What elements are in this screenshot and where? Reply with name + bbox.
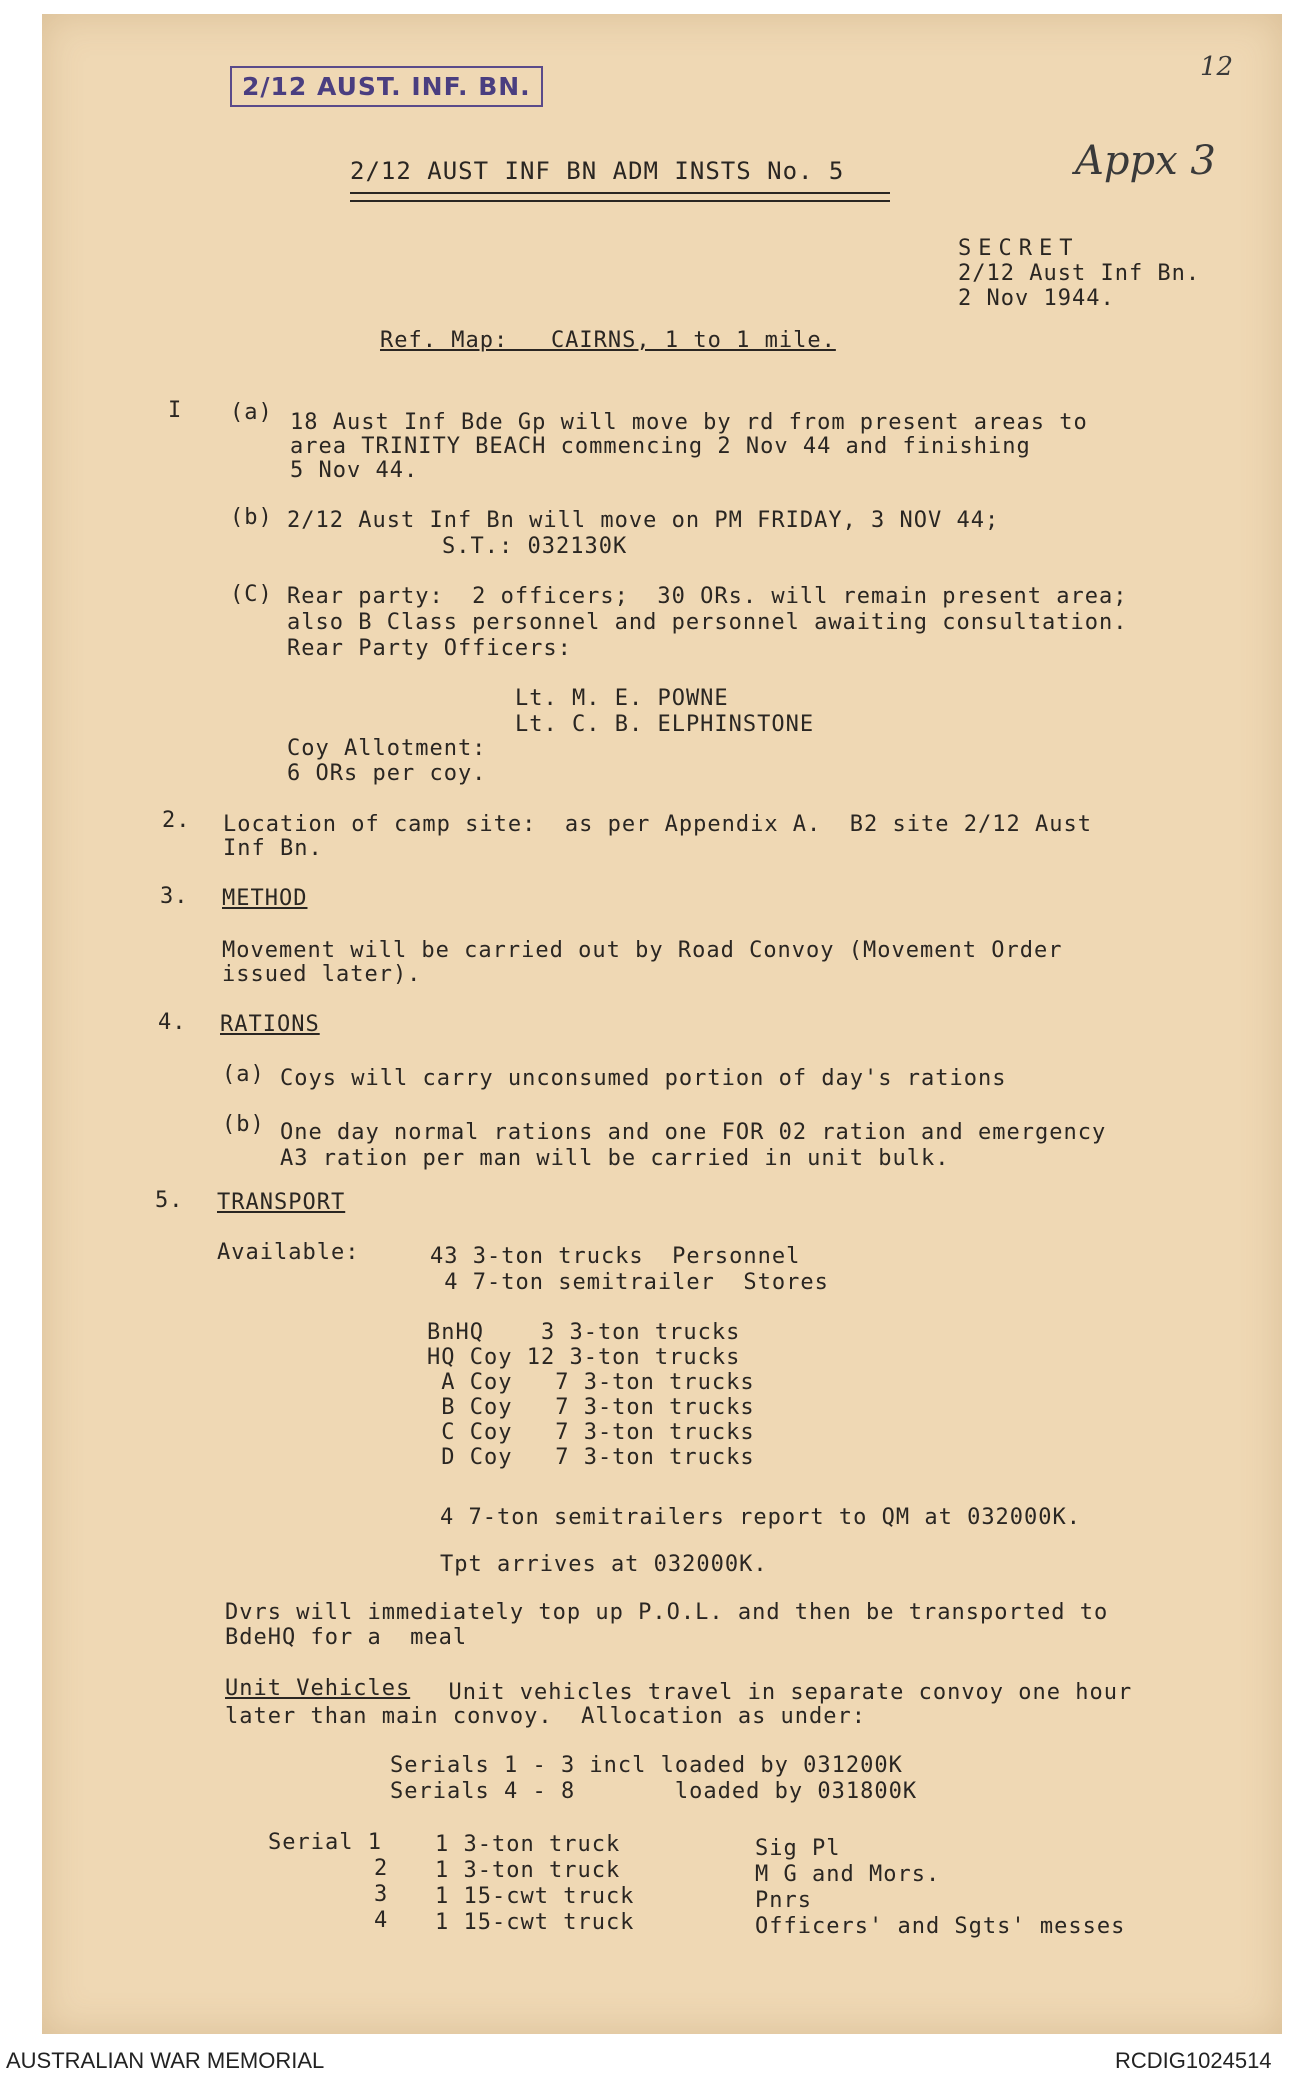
serial-vehicle: 1 15-cwt truck — [435, 1884, 635, 1909]
para4a-text: Coys will carry unconsumed portion of day's rations — [280, 1066, 1007, 1091]
serial-number: 2 — [374, 1856, 389, 1881]
para3-heading: METHOD — [222, 886, 308, 911]
allocation-row: BnHQ 3 3-ton trucks — [427, 1320, 741, 1345]
archive-credit: AUSTRALIAN WAR MEMORIAL — [6, 2048, 325, 2073]
dvrs-line-1: Dvrs will immediately top up P.O.L. and then be transported to — [225, 1600, 1109, 1625]
para1a-line-2: area TRINITY BEACH commencing 2 Nov 44 and finishing — [290, 434, 1031, 459]
allocation-row: C Coy 7 3-ton trucks — [427, 1420, 755, 1445]
para5-number: 5. — [155, 1188, 184, 1213]
allocation-row: B Coy 7 3-ton trucks — [427, 1395, 755, 1420]
header-date: 2 Nov 1944. — [958, 286, 1115, 311]
unit-vehicles-label: Unit Vehicles — [225, 1676, 411, 1701]
para1a-line-3: 5 Nov 44. — [290, 458, 419, 483]
para1b-line-1: 2/12 Aust Inf Bn will move on PM FRIDAY, 3 NOV 44; — [287, 508, 1000, 533]
para1a-line-1: 18 Aust Inf Bde Gp will move by rd from present areas to — [290, 410, 1088, 435]
para2-line-1: Location of camp site: as per Appendix A. B2 site 2/12 Aust — [223, 812, 1092, 837]
para4b-line-2: A3 ration per man will be carried in unit bulk. — [280, 1146, 950, 1171]
para3-line-1: Movement will be carried out by Road Convoy (Movement Order — [222, 938, 1063, 963]
para1c-line-1: Rear party: 2 officers; 30 ORs. will remain present area; — [287, 584, 1128, 609]
para1a-label: (a) — [230, 400, 273, 425]
serial-vehicle: 1 3-ton truck — [435, 1832, 621, 1857]
title-underline — [350, 192, 890, 194]
para4b-label: (b) — [222, 1112, 265, 1137]
serial-number: 4 — [374, 1908, 389, 1933]
serial-load: Pnrs — [755, 1888, 812, 1913]
unit-vehicles-line-2: later than main convoy. Allocation as under: — [225, 1704, 867, 1729]
para1c-line-2: also B Class personnel and personnel awaiting consultation. — [287, 610, 1128, 635]
title-underline-2 — [350, 200, 890, 202]
serials-summary-1: Serials 1 - 3 incl loaded by 031200K — [390, 1753, 903, 1778]
serial-vehicle: 1 15-cwt truck — [435, 1910, 635, 1935]
allocation-row: D Coy 7 3-ton trucks — [427, 1445, 755, 1470]
para3-number: 3. — [160, 884, 189, 909]
header-unit: 2/12 Aust Inf Bn. — [958, 261, 1201, 286]
archive-id: RCDIG1024514 — [1115, 2048, 1272, 2073]
serial-load: M G and Mors. — [755, 1862, 941, 1887]
para2-number: 2. — [162, 808, 191, 833]
para5-heading: TRANSPORT — [217, 1190, 346, 1215]
classification: SECRET — [958, 236, 1080, 261]
serial-load: Officers' and Sgts' messes — [755, 1914, 1126, 1939]
allocation-row: HQ Coy 12 3-ton trucks — [427, 1345, 741, 1370]
para4-heading: RATIONS — [220, 1012, 320, 1037]
serial-vehicle: 1 3-ton truck — [435, 1858, 621, 1883]
available-line-1: 43 3-ton trucks Personnel — [430, 1244, 801, 1269]
para1c-label: (C) — [230, 582, 273, 607]
serial-load: Sig Pl — [755, 1836, 841, 1861]
coy-allotment-2: 6 ORs per coy. — [287, 761, 487, 786]
para4a-label: (a) — [222, 1062, 265, 1087]
serial-number: 3 — [374, 1882, 389, 1907]
para2-line-2: Inf Bn. — [223, 836, 323, 861]
para1b-line-2: S.T.: 032130K — [442, 534, 628, 559]
allocation-row: A Coy 7 3-ton trucks — [427, 1370, 755, 1395]
para4-number: 4. — [158, 1010, 187, 1035]
dvrs-line-2: BdeHQ for a meal — [225, 1625, 468, 1650]
para1b-label: (b) — [230, 505, 273, 530]
serials-summary-2: Serials 4 - 8 loaded by 031800K — [390, 1779, 918, 1804]
para1c-line-3: Rear Party Officers: — [287, 636, 572, 661]
coy-allotment-1: Coy Allotment: — [287, 736, 487, 761]
appendix-annotation: Appx 3 — [1075, 138, 1216, 184]
unit-stamp: 2/12 AUST. INF. BN. — [230, 66, 543, 107]
page-number: 12 — [1200, 52, 1234, 82]
tpt-arrival: Tpt arrives at 032000K. — [440, 1552, 768, 1577]
semitrailers-note: 4 7-ton semitrailers report to QM at 032000K. — [440, 1505, 1082, 1530]
available-label: Available: — [217, 1240, 360, 1265]
serial-number: Serial 1 — [268, 1830, 382, 1855]
unit-vehicles-line-1: Unit vehicles travel in separate convoy one hour — [420, 1680, 1133, 1705]
rear-officer-2: Lt. C. B. ELPHINSTONE — [515, 712, 815, 737]
para4b-line-1: One day normal rations and one FOR 02 ration and emergency — [280, 1120, 1107, 1145]
document-title: 2/12 AUST INF BN ADM INSTS No. 5 — [350, 157, 845, 185]
para3-line-2: issued later). — [222, 962, 422, 987]
rear-officer-1: Lt. M. E. POWNE — [515, 686, 729, 711]
ref-map: Ref. Map: CAIRNS, 1 to 1 mile. — [380, 328, 836, 353]
para1-number: I — [168, 398, 183, 423]
available-line-2: 4 7-ton semitrailer Stores — [430, 1270, 829, 1295]
